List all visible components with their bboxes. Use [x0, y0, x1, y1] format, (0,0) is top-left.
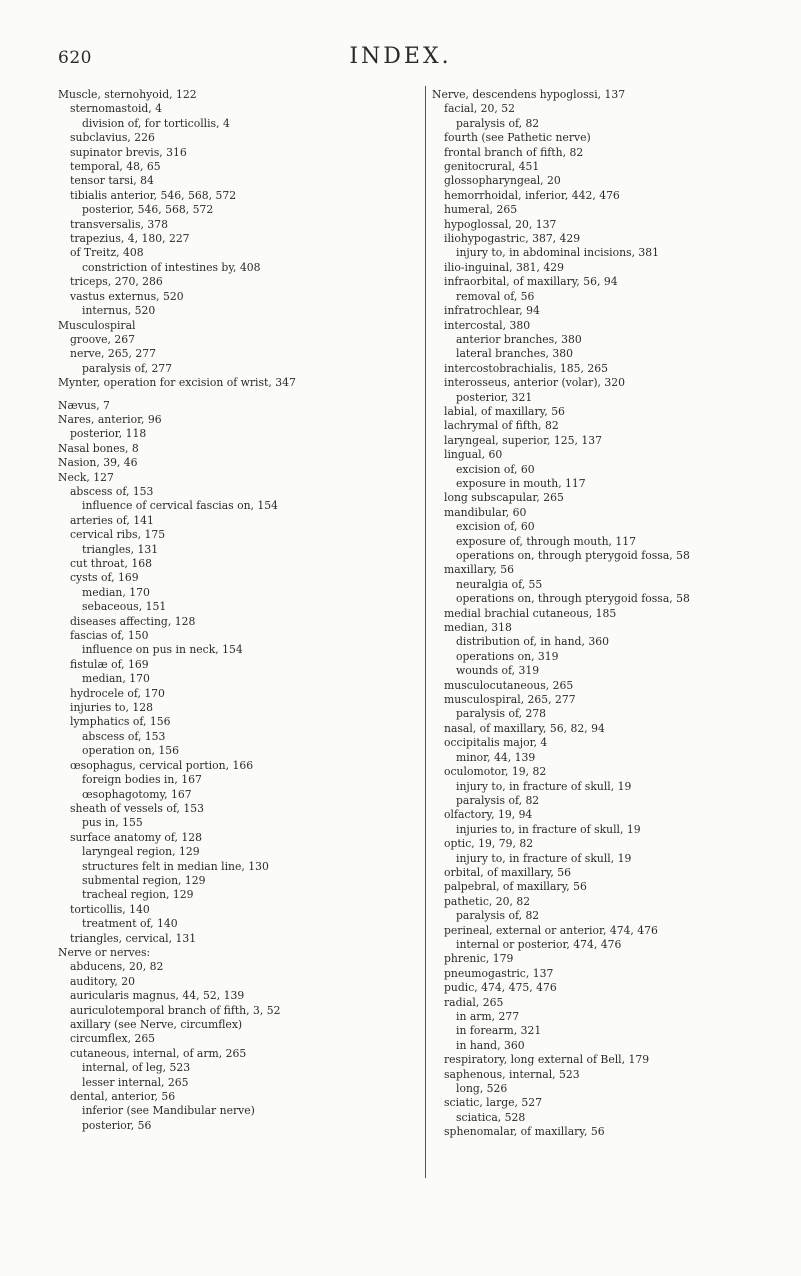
- index-entry: sternomastoid, 4: [70, 102, 163, 116]
- index-entry: auriculotemporal branch of fifth, 3, 52: [70, 1003, 281, 1017]
- index-entry: torticollis, 140: [70, 902, 150, 916]
- index-entry: excision of, 60: [456, 520, 535, 534]
- index-entry: paralysis of, 82: [456, 793, 540, 807]
- index-entry: saphenous, internal, 523: [444, 1067, 580, 1081]
- index-entry: fistulæ of, 169: [70, 657, 149, 671]
- index-entry: infraorbital, of maxillary, 56, 94: [444, 275, 618, 289]
- index-entry: cervical ribs, 175: [70, 528, 166, 542]
- index-entry: respiratory, long external of Bell, 179: [444, 1053, 650, 1067]
- index-entry: submental region, 129: [82, 873, 206, 887]
- index-entry: genitocrural, 451: [444, 160, 540, 174]
- index-entry: posterior, 321: [456, 390, 533, 404]
- index-entry: median, 170: [82, 672, 150, 686]
- index-entry: fascias of, 150: [70, 629, 149, 643]
- index-entry: pathetic, 20, 82: [444, 894, 531, 908]
- index-entry: cysts of, 169: [70, 571, 139, 585]
- index-entry: Muscle, sternohyoid, 122: [58, 88, 197, 101]
- index-entry: lesser internal, 265: [82, 1075, 189, 1089]
- index-entry: cut throat, 168: [70, 557, 152, 570]
- index-entry: nerve, 265, 277: [70, 347, 156, 361]
- index-entry: exposure in mouth, 117: [456, 476, 586, 490]
- index-entry: nasal, of maxillary, 56, 82, 94: [444, 721, 605, 735]
- index-entry: groove, 267: [70, 332, 136, 346]
- index-entry: glossopharyngeal, 20: [444, 174, 561, 188]
- index-entry: œsophagus, cervical portion, 166: [70, 758, 254, 772]
- index-entry: cutaneous, internal, of arm, 265: [70, 1046, 247, 1060]
- index-entry: operations on, through pterygoid fossa, 58: [456, 549, 690, 562]
- index-column-left: [58, 88, 418, 1133]
- index-entry: operation on, 156: [82, 744, 180, 758]
- index-entry: treatment of, 140: [82, 917, 178, 931]
- index-entry: paralysis of, 277: [82, 361, 173, 375]
- index-entry: maxillary, 56: [444, 563, 514, 577]
- index-entry: intercostal, 380: [444, 318, 531, 332]
- index-entry: influence of cervical fascias on, 154: [82, 499, 279, 513]
- index-entry: labial, of maxillary, 56: [444, 404, 565, 418]
- index-entry: median, 318: [444, 621, 512, 635]
- index-entry: posterior, 546, 568, 572: [82, 203, 214, 217]
- index-entry: hemorrhoidal, inferior, 442, 476: [444, 188, 620, 202]
- index-entry: dental, anterior, 56: [70, 1090, 176, 1104]
- index-entry: paralysis of, 278: [456, 707, 547, 721]
- index-entry: lateral branches, 380: [456, 347, 573, 361]
- index-entry: Nasal bones, 8: [58, 441, 139, 455]
- index-entry: auditory, 20: [70, 974, 136, 988]
- index-entry: abscess of, 153: [82, 729, 166, 743]
- index-entry: laryngeal region, 129: [82, 845, 200, 859]
- index-entry: iliohypogastric, 387, 429: [444, 232, 581, 246]
- index-entry: œsophagotomy, 167: [82, 787, 192, 801]
- index-entry: sebaceous, 151: [82, 600, 167, 614]
- index-entry: transversalis, 378: [70, 217, 168, 231]
- index-entry: Nares, anterior, 96: [58, 412, 162, 426]
- index-entry: subclavius, 226: [70, 131, 155, 145]
- index-entry: trapezius, 4, 180, 227: [70, 232, 190, 246]
- index-entry: abscess of, 153: [70, 484, 154, 498]
- index-entry: paralysis of, 82: [456, 909, 540, 923]
- index-entry: exposure of, through mouth, 117: [456, 534, 637, 548]
- page-number: 620: [58, 48, 92, 68]
- index-entry: in forearm, 321: [456, 1024, 542, 1038]
- index-entry: supinator brevis, 316: [70, 145, 187, 159]
- index-entry: tibialis anterior, 546, 568, 572: [70, 188, 237, 202]
- index-entry: perineal, external or anterior, 474, 476: [444, 923, 658, 937]
- index-entry: internal, of leg, 523: [82, 1061, 191, 1075]
- index-entry: Mynter, operation for excision of wrist, 347: [58, 376, 296, 390]
- index-entry: interosseus, anterior (volar), 320: [444, 376, 626, 390]
- index-entry: diseases affecting, 128: [70, 614, 196, 628]
- index-entry: anterior branches, 380: [456, 332, 582, 346]
- index-entry: medial brachial cutaneous, 185: [444, 606, 617, 620]
- index-entry: posterior, 118: [70, 427, 147, 441]
- index-entry: abducens, 20, 82: [70, 960, 164, 974]
- index-entry: in hand, 360: [456, 1038, 525, 1052]
- index-entry: lymphatics of, 156: [70, 715, 171, 729]
- index-entry: arteries of, 141: [70, 513, 154, 527]
- index-entry: excision of, 60: [456, 462, 535, 476]
- index-entry: intercostobrachialis, 185, 265: [444, 361, 609, 375]
- index-entry: long subscapular, 265: [444, 491, 564, 505]
- index-entry: sheath of vessels of, 153: [70, 801, 204, 815]
- index-entry: triceps, 270, 286: [70, 275, 163, 289]
- index-entry: phrenic, 179: [444, 952, 514, 966]
- index-entry: distribution of, in hand, 360: [456, 635, 609, 649]
- index-entry: pus in, 155: [82, 816, 143, 830]
- index-entry: paralysis of, 82: [456, 116, 540, 130]
- index-entry: sciatic, large, 527: [444, 1096, 543, 1110]
- index-entry: pudic, 474, 475, 476: [444, 981, 557, 995]
- index-entry: Neck, 127: [58, 470, 114, 484]
- index-entry: triangles, cervical, 131: [70, 931, 197, 945]
- index-entry: temporal, 48, 65: [70, 160, 161, 174]
- index-entry: internal or posterior, 474, 476: [456, 937, 622, 951]
- index-entry: posterior, 56: [82, 1118, 152, 1132]
- index-entry: constriction of intestines by, 408: [82, 260, 261, 274]
- index-entry: division of, for torticollis, 4: [82, 116, 230, 130]
- index-entry: laryngeal, superior, 125, 137: [444, 433, 602, 447]
- index-entry: tensor tarsi, 84: [70, 174, 154, 188]
- index-entry: operations on, through pterygoid fossa, 58: [456, 592, 690, 606]
- index-entry: internus, 520: [82, 304, 156, 318]
- index-entry: vastus externus, 520: [70, 289, 184, 303]
- index-entry: minor, 44, 139: [456, 750, 536, 764]
- index-entry: wounds of, 319: [456, 664, 540, 678]
- index-entry: sciatica, 528: [456, 1110, 526, 1124]
- index-entry: facial, 20, 52: [444, 102, 516, 116]
- index-entry: injuries to, in fracture of skull, 19: [456, 822, 641, 836]
- index-entry: hypoglossal, 20, 137: [444, 217, 557, 231]
- index-entry: circumflex, 265: [70, 1032, 156, 1046]
- index-entry: orbital, of maxillary, 56: [444, 865, 572, 879]
- column-divider: [425, 86, 426, 1178]
- index-entry: palpebral, of maxillary, 56: [444, 880, 587, 894]
- index-entry: sphenomalar, of maxillary, 56: [444, 1125, 605, 1139]
- index-entry: foreign bodies in, 167: [82, 773, 202, 787]
- index-entry: frontal branch of fifth, 82: [444, 145, 584, 159]
- page-title: INDEX.: [349, 44, 452, 69]
- index-entry: neuralgia of, 55: [456, 577, 543, 591]
- index-entry: Nævus, 7: [58, 398, 110, 412]
- index-entry: Nasion, 39, 46: [58, 456, 138, 470]
- index-entry: Musculospiral: [58, 318, 136, 332]
- index-entry: radial, 265: [444, 995, 504, 1009]
- index-entry: pneumogastric, 137: [444, 966, 554, 980]
- index-entry: olfactory, 19, 94: [444, 808, 533, 822]
- index-entry: removal of, 56: [456, 289, 535, 303]
- index-entry: injury to, in fracture of skull, 19: [456, 779, 632, 793]
- index-entry: influence on pus in neck, 154: [82, 643, 243, 657]
- index-entry: musculocutaneous, 265: [444, 678, 574, 692]
- index-entry: of Treitz, 408: [70, 246, 144, 260]
- index-entry: operations on, 319: [456, 649, 559, 663]
- index-entry: hydrocele of, 170: [70, 686, 165, 700]
- index-entry: lingual, 60: [444, 448, 503, 462]
- index-entry: injuries to, 128: [70, 701, 153, 715]
- index-entry: triangles, 131: [82, 542, 159, 556]
- index-column-right: [432, 88, 794, 1140]
- index-entry: Nerve, descendens hypoglossi, 137: [432, 88, 626, 101]
- index-entry: optic, 19, 79, 82: [444, 837, 534, 851]
- index-entry: structures felt in median line, 130: [82, 859, 269, 873]
- index-entry: oculomotor, 19, 82: [444, 765, 547, 779]
- index-entry: musculospiral, 265, 277: [444, 693, 576, 707]
- index-entry: median, 170: [82, 585, 150, 599]
- index-entry: infratrochlear, 94: [444, 304, 540, 318]
- index-entry: surface anatomy of, 128: [70, 830, 202, 844]
- index-entry: ilio-inguinal, 381, 429: [444, 260, 565, 274]
- index-entry: long, 526: [456, 1082, 508, 1096]
- index-entry: mandibular, 60: [444, 505, 527, 519]
- index-entry: auricularis magnus, 44, 52, 139: [70, 989, 245, 1003]
- index-entry: axillary (see Nerve, circumflex): [70, 1018, 243, 1031]
- index-entry: humeral, 265: [444, 203, 518, 217]
- index-entry: injury to, in abdominal incisions, 381: [456, 246, 660, 260]
- index-entry: in arm, 277: [456, 1010, 520, 1023]
- index-entry: tracheal region, 129: [82, 888, 194, 902]
- index-entry: lachrymal of fifth, 82: [444, 419, 559, 433]
- index-entry: inferior (see Mandibular nerve): [82, 1104, 255, 1118]
- index-entry: fourth (see Pathetic nerve): [444, 131, 591, 145]
- index-entry: Nerve or nerves:: [58, 945, 151, 959]
- index-entry: injury to, in fracture of skull, 19: [456, 851, 632, 865]
- index-entry: occipitalis major, 4: [444, 736, 548, 750]
